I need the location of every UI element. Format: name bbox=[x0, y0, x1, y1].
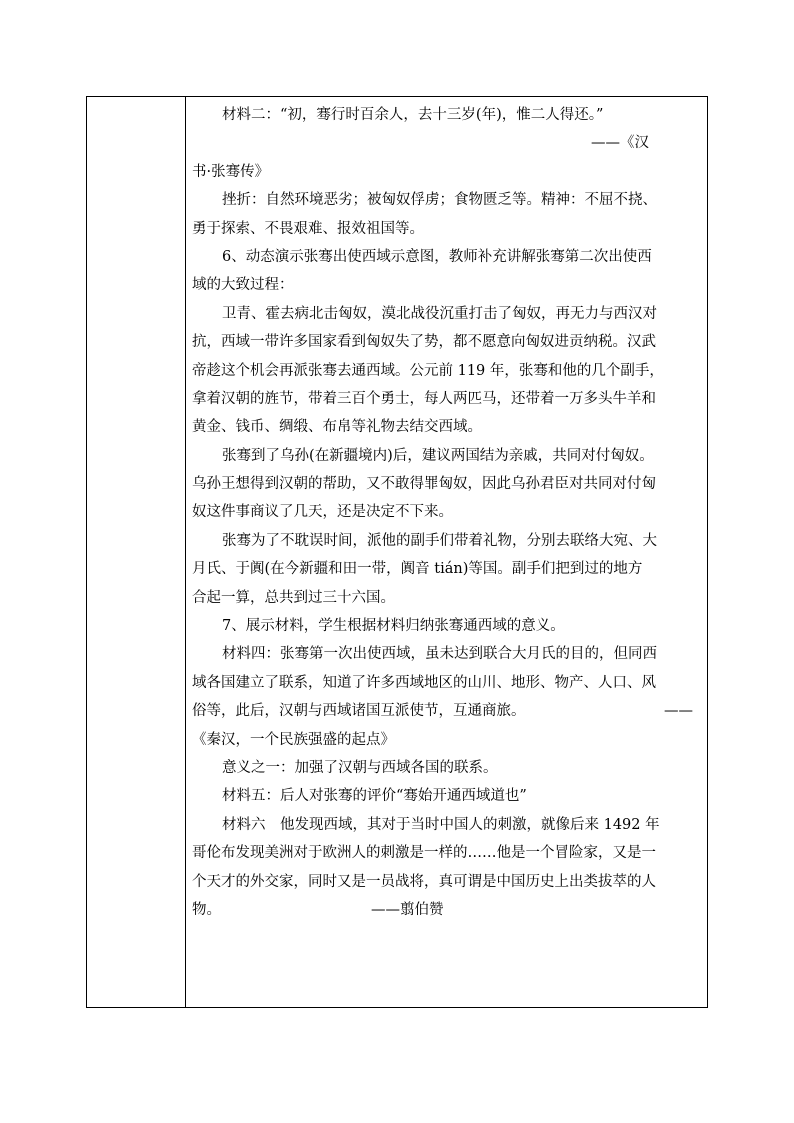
paragraph-2: 张骞到了乌孙(在新疆境内)后，建议两国结为亲戚，共同对付匈奴。 bbox=[222, 447, 654, 464]
material-4-text: 俗等，此后，汉朝与西域诸国互派使节，互通商旅。 bbox=[192, 703, 526, 720]
paragraph-3-cont: 月氏、于阗(在今新疆和田一带，阗音 tián)等国。副手们把到过的地方 bbox=[192, 561, 643, 578]
paragraph-1-cont: 黄金、钱币、绸缎、布帛等礼物去结交西域。 bbox=[192, 419, 482, 436]
paragraph-1-cont: 拿着汉朝的旌节，带着三百个勇士，每人两匹马，还带着一万多头牛羊和 bbox=[192, 390, 656, 407]
material-2-source: ——《汉 bbox=[591, 135, 649, 152]
paragraph-3: 张骞为了不耽误时间，派他的副手们带着礼物，分别去联络大宛、大 bbox=[222, 532, 657, 549]
left-label-cell bbox=[87, 97, 186, 1007]
paragraph-1-cont: 抗，西域一带许多国家看到匈奴失了势，都不愿意向匈奴进贡纳税。汉武 bbox=[192, 334, 656, 351]
step-6-heading-cont: 域的大致过程： bbox=[192, 277, 294, 294]
paragraph-2-cont: 奴这件事商议了几天，还是决定不下来。 bbox=[192, 504, 453, 521]
material-4: 材料四：张骞第一次出使西域，虽未达到联合大月氏的目的，但同西 bbox=[222, 646, 657, 663]
material-6-cont bbox=[192, 896, 699, 924]
paragraph-2-cont: 乌孙王想得到汉朝的帮助，又不敢得罪匈奴，因此乌孙君臣对共同对付匈 bbox=[192, 476, 656, 493]
material-2-source-cont: 书·张骞传》 bbox=[192, 163, 270, 180]
content-cell bbox=[186, 97, 707, 1007]
material-6-cont: 个天才的外交家，同时又是一员战将，真可谓是中国历史上出类拔萃的人 bbox=[192, 873, 656, 890]
material-6: 材料六 他发现西域，其对于当时中国人的刺激，就像后来 1492 年 bbox=[222, 816, 660, 833]
material-4-source: 《秦汉，一个民族强盛的起点》 bbox=[192, 731, 395, 748]
material-2-quote: 材料二：“初，骞行时百余人，去十三岁(年)，惟二人得还。” bbox=[222, 107, 604, 123]
material-4-dash: —— bbox=[664, 703, 693, 720]
hardship-text: 挫折：自然环境恶劣；被匈奴俘虏；食物匮乏等。精神：不屈不挠、 bbox=[222, 192, 657, 209]
paragraph-3-cont: 合起一算，总共到过三十六国。 bbox=[192, 589, 395, 606]
material-6-cont: 哥伦布发现美洲对于欧洲人的刺激是一样的……他是一个冒险家，又是一 bbox=[192, 845, 656, 862]
step-7-heading: 7、展示材料，学生根据材料归纳张骞通西域的意义。 bbox=[222, 618, 565, 635]
significance-text: 意义之一：加强了汉朝与西域各国的联系。 bbox=[222, 759, 498, 776]
paragraph-1-cont: 帝趁这个机会再派张骞去通西域。公元前 119 年，张骞和他的几个副手， bbox=[192, 362, 664, 379]
step-6-heading: 6、动态演示张骞出使西域示意图，教师补充讲解张骞第二次出使西 bbox=[222, 248, 652, 265]
material-5: 材料五：后人对张骞的评价“骞始开通西域道也” bbox=[222, 788, 527, 805]
hardship-text-cont: 勇于探索、不畏艰难、报效祖国等。 bbox=[192, 220, 424, 237]
lesson-table bbox=[86, 96, 708, 1008]
paragraph-1: 卫青、霍去病北击匈奴，漠北战役沉重打击了匈奴，再无力与西汉对 bbox=[222, 305, 657, 322]
material-6-text: 物。 bbox=[192, 901, 221, 918]
material-4-cont bbox=[192, 697, 699, 725]
material-6-signature: ——翦伯赞 bbox=[371, 901, 444, 918]
material-4-cont: 域各国建立了联系，知道了许多西域地区的山川、地形、物产、人口、风 bbox=[192, 674, 656, 691]
